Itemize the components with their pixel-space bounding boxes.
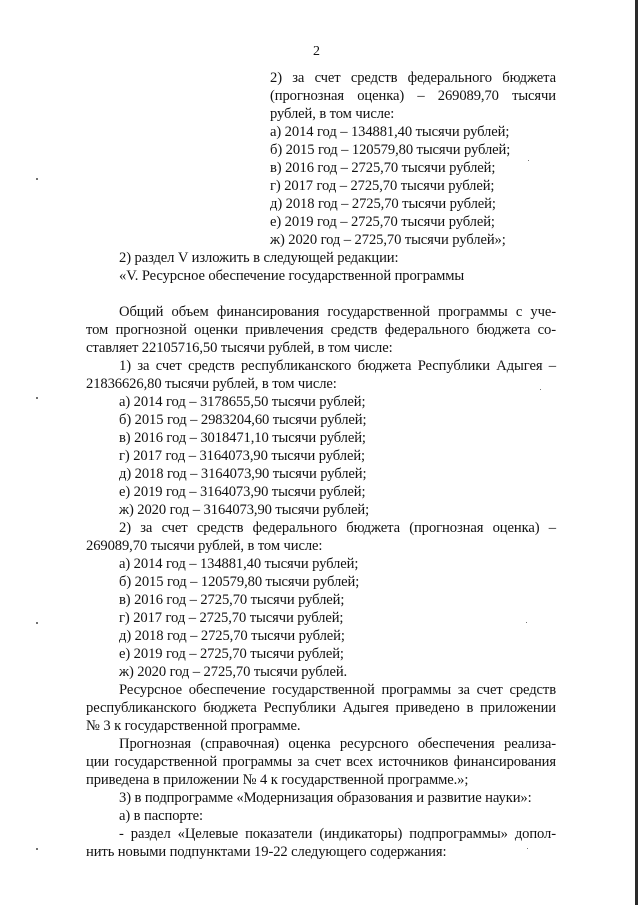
republic-budget-line-1: 1) за счет средств республиканского бюджета Республики Адыгея – bbox=[119, 358, 556, 374]
forecast-paragraph-line: ции государственной программы за счет всех источников финансирования bbox=[86, 754, 556, 770]
republic-year-line: г) 2017 год – 3164073,90 тысячи рублей; bbox=[119, 448, 365, 464]
republic-year-line: в) 2016 год – 3018471,10 тысячи рублей; bbox=[119, 430, 366, 446]
scan-speck bbox=[36, 622, 38, 624]
total-paragraph-line: том прогнозной оценки привлечения средств федерального бюджета со- bbox=[86, 322, 556, 338]
top-year-line: е) 2019 год – 2725,70 тысячи рублей; bbox=[270, 214, 495, 230]
top-year-line: д) 2018 год – 2725,70 тысячи рублей; bbox=[270, 196, 496, 212]
federal-year-line: г) 2017 год – 2725,70 тысячи рублей; bbox=[119, 610, 344, 626]
federal-year-line: б) 2015 год – 120579,80 тысячи рублей; bbox=[119, 574, 360, 590]
top-year-line: ж) 2020 год – 2725,70 тысячи рублей»; bbox=[270, 232, 506, 248]
republic-year-line: а) 2014 год – 3178655,50 тысячи рублей; bbox=[119, 394, 366, 410]
section-heading: «V. Ресурсное обеспечение государственной программы bbox=[119, 268, 465, 284]
resource-paragraph-line: республиканского бюджета Республики Адыгея приведено в приложении bbox=[86, 700, 556, 716]
page-number: 2 bbox=[313, 44, 320, 59]
federal-budget-line-2: 269089,70 тысячи рублей, в том числе: bbox=[86, 538, 323, 554]
passport-line: а) в паспорте: bbox=[119, 808, 204, 824]
resource-paragraph-line: Ресурсное обеспечение государственной программы за счет средств bbox=[119, 682, 556, 698]
resource-paragraph-line: № 3 к государственной программе. bbox=[86, 718, 301, 734]
total-paragraph-line: ставляет 22105716,50 тысячи рублей, в том числе: bbox=[86, 340, 393, 356]
subprogram-line: 3) в подпрограмме «Модернизация образования и развитие науки»: bbox=[119, 790, 532, 806]
federal-year-line: е) 2019 год – 2725,70 тысячи рублей; bbox=[119, 646, 344, 662]
indicators-paragraph-line: - раздел «Целевые показатели (индикаторы) подпрограммы» допол- bbox=[119, 826, 556, 842]
republic-year-line: ж) 2020 год – 3164073,90 тысячи рублей; bbox=[119, 502, 370, 518]
scan-edge-border bbox=[635, 0, 638, 905]
scan-speck bbox=[526, 622, 527, 623]
forecast-paragraph-line: приведена в приложении № 4 к государственной программе.»; bbox=[86, 772, 469, 788]
top-year-line: а) 2014 год – 134881,40 тысячи рублей; bbox=[270, 124, 510, 140]
scan-speck bbox=[36, 397, 38, 399]
top-year-line: б) 2015 год – 120579,80 тысячи рублей; bbox=[270, 142, 511, 158]
republic-year-line: д) 2018 год – 3164073,90 тысячи рублей; bbox=[119, 466, 367, 482]
top-federal-line-2: (прогнозная оценка) – 269089,70 тысячи bbox=[270, 88, 556, 104]
republic-year-line: б) 2015 год – 2983204,60 тысячи рублей; bbox=[119, 412, 367, 428]
scan-speck bbox=[540, 389, 541, 390]
federal-year-line: д) 2018 год – 2725,70 тысячи рублей; bbox=[119, 628, 345, 644]
top-federal-line-1: 2) за счет средств федерального бюджета bbox=[270, 70, 556, 86]
scan-speck bbox=[36, 178, 38, 180]
top-federal-line-3: рублей, в том числе: bbox=[270, 106, 395, 122]
top-year-line: в) 2016 год – 2725,70 тысячи рублей; bbox=[270, 160, 496, 176]
forecast-paragraph-line: Прогнозная (справочная) оценка ресурсного обеспечения реализа- bbox=[119, 736, 556, 752]
republic-year-line: е) 2019 год – 3164073,90 тысячи рублей; bbox=[119, 484, 366, 500]
federal-budget-line-1: 2) за счет средств федерального бюджета (прогнозная оценка) – bbox=[119, 520, 556, 536]
section-intro: 2) раздел V изложить в следующей редакции: bbox=[119, 250, 399, 266]
scan-speck bbox=[36, 848, 38, 850]
federal-year-line: в) 2016 год – 2725,70 тысячи рублей; bbox=[119, 592, 345, 608]
top-year-line: г) 2017 год – 2725,70 тысячи рублей; bbox=[270, 178, 495, 194]
scan-speck bbox=[528, 160, 529, 161]
republic-budget-line-2: 21836626,80 тысячи рублей, в том числе: bbox=[86, 376, 337, 392]
federal-year-line: а) 2014 год – 134881,40 тысячи рублей; bbox=[119, 556, 359, 572]
scan-speck bbox=[527, 848, 528, 849]
total-paragraph-line: Общий объем финансирования государственной программы с уче- bbox=[119, 304, 556, 320]
indicators-paragraph-line: нить новыми подпунктами 19-22 следующего содержания: bbox=[86, 844, 447, 860]
federal-year-line: ж) 2020 год – 2725,70 тысячи рублей. bbox=[119, 664, 348, 680]
